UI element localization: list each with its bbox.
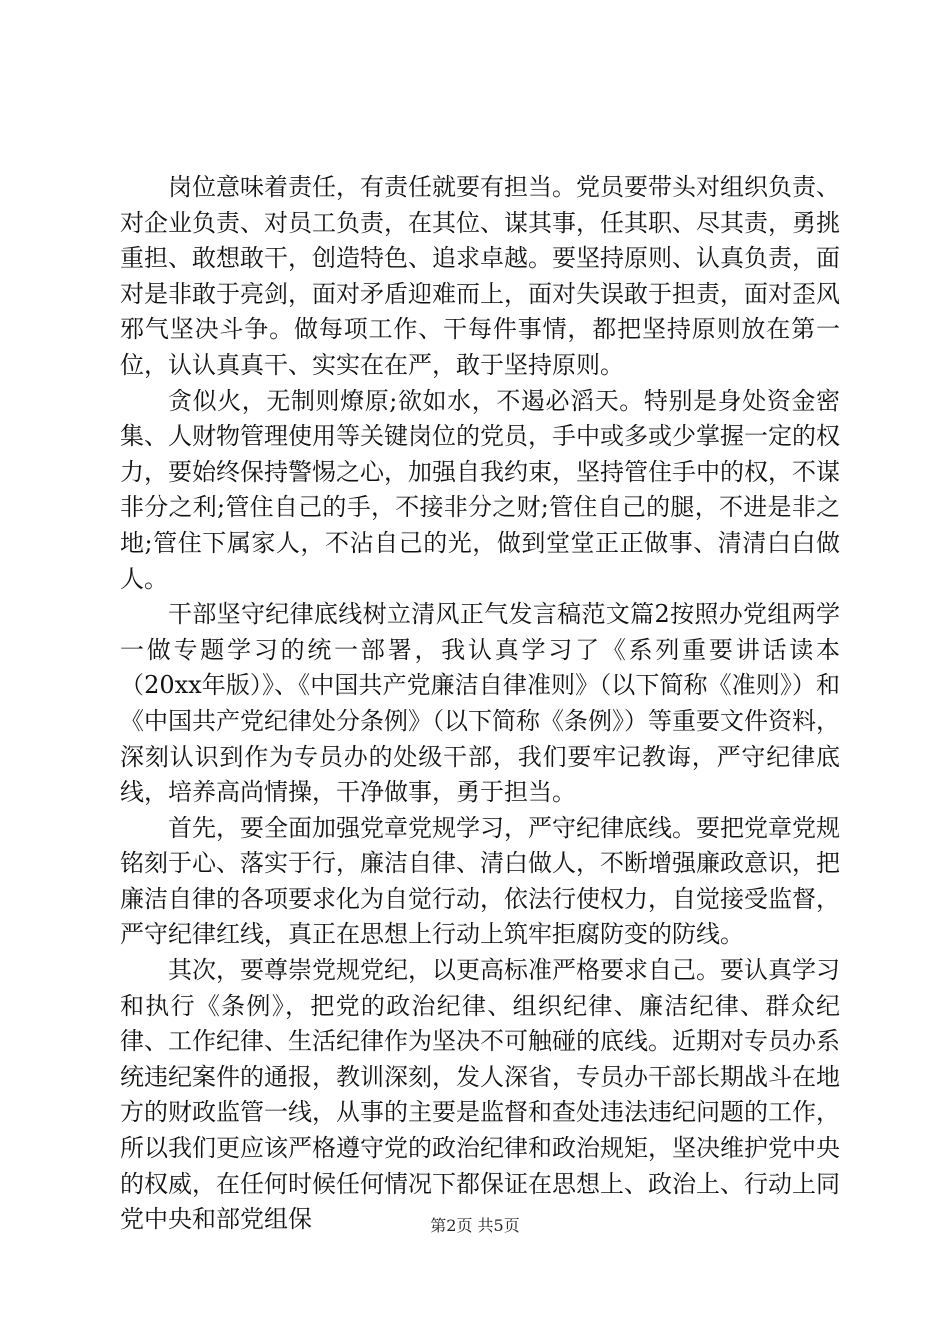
paragraph-4: 首先，要全面加强党章党规学习，严守纪律底线。要把党章党规铭刻于心、落实于行，廉洁自律、清白做人，不断增强廉政意识，把廉洁自律的各项要求化为自觉行动，依法行使权力，自觉接受监督，严守纪律红线，真正在思想上行动上筑牢拒腐防变的防线。 (120, 813, 840, 949)
paragraph-3: 干部坚守纪律底线树立清风正气发言稿范文篇2按照办党组两学一做专题学习的统一部署，我认真学习了《系列重要讲话读本（20xx年版）》、《中国共产党廉洁自律准则》（以下简称《准则》）和《中国共产党纪律处分条例》（以下简称《条例》）等重要文件资料，深刻认识到作为专员办的处级干部，我们要牢记教诲，严守纪律底线，培养高尚情操，干净做事，勇于担当。 (120, 600, 840, 807)
paragraph-2: 贪似火，无制则燎原;欲如水，不遏必滔天。特别是身处资金密集、人财物管理使用等关键岗位的党员，手中或多或少掌握一定的权力，要始终保持警惕之心，加强自我约束，坚持管住手中的权，不谋非分之利;管住自己的手，不接非分之财;管住自己的腿，不进是非之地;管住下属家人，不沾自己的光，做到堂堂正正做事、清清白白做人。 (120, 386, 840, 593)
page-footer: 第2页 共5页 (430, 1216, 520, 1235)
document-body (120, 170, 840, 1238)
paragraph-5: 其次，要尊崇党规党纪，以更高标准严格要求自己。要认真学习和执行《条例》，把党的政治纪律、组织纪律、廉洁纪律、群众纪律、工作纪律、生活纪律作为坚决不可触碰的底线。近期对专员办系统违纪案件的通报，教训深刻，发人深省，专员办干部长期战斗在地方的财政监管一线，从事的主要是监督和查处违法违纪问题的工作，所以我们更应该严格遵守党的政治纪律和政治规矩，坚决维护党中央的权威，在任何时候任何情况下都保证在思想上、政治上、行动上同党中央和部党组保 (120, 956, 840, 1234)
paragraph-1: 岗位意味着责任，有责任就要有担当。党员要带头对组织负责、对企业负责、对员工负责，在其位、谋其事，任其职、尽其责，勇挑重担、敢想敢干，创造特色、追求卓越。要坚持原则、认真负责，面对是非敢于亮剑，面对矛盾迎难而上，面对失误敢于担责，面对歪风邪气坚决斗争。做每项工作、干每件事情，都把坚持原则放在第一位，认认真真干、实实在在严，敢于坚持原则。 (120, 173, 840, 379)
